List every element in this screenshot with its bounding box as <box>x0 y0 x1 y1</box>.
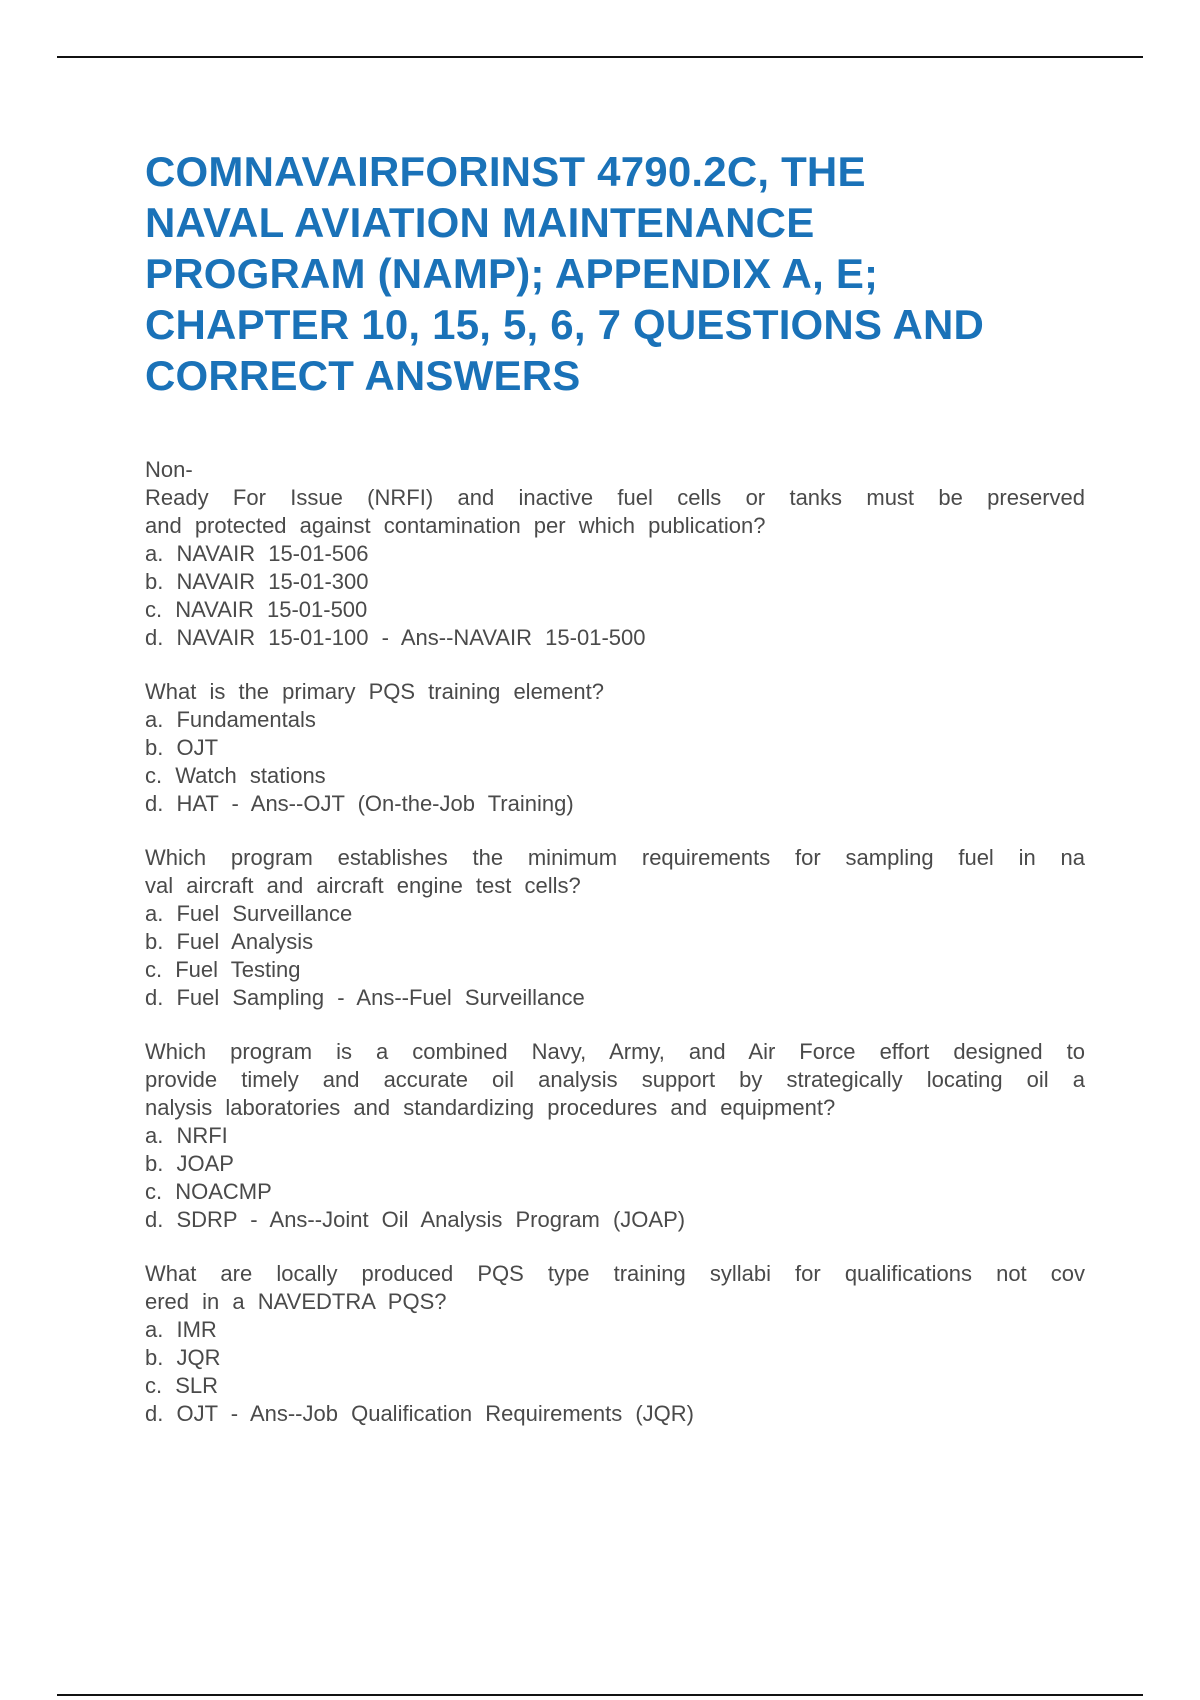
question-text-line: nalysis laboratories and standardizing procedures and equipment? <box>145 1095 836 1120</box>
question-block <box>145 1038 1085 1234</box>
question-block <box>145 844 1085 1012</box>
answer-option: a. Fuel Surveillance <box>145 901 353 926</box>
answer-option-with-answer: d. NAVAIR 15-01-100 - Ans--NAVAIR 15-01-500 <box>145 625 646 650</box>
question-text-line: What are locally produced PQS type training syllabi for qualifications not cov <box>145 1261 1085 1286</box>
answer-option: c. NOACMP <box>145 1179 272 1204</box>
question-text-line: Which program is a combined Navy, Army, and Air Force effort designed to <box>145 1039 1085 1064</box>
answer-option: b. Fuel Analysis <box>145 929 314 954</box>
answer-option-with-answer: d. HAT - Ans--OJT (On-the-Job Training) <box>145 791 574 816</box>
title-line: NAVAL AVIATION MAINTENANCE <box>145 199 815 246</box>
answer-option: a. NAVAIR 15-01-506 <box>145 541 369 566</box>
answer-option-with-answer: d. OJT - Ans--Job Qualification Requirements (JQR) <box>145 1401 694 1426</box>
answer-option-with-answer: d. SDRP - Ans--Joint Oil Analysis Program (JOAP) <box>145 1207 686 1232</box>
answer-option: c. NAVAIR 15-01-500 <box>145 597 368 622</box>
question-text-line: Which program establishes the minimum requirements for sampling fuel in na <box>145 845 1085 870</box>
title-line: PROGRAM (NAMP); APPENDIX A, E; <box>145 250 879 297</box>
answer-option: b. JOAP <box>145 1151 234 1176</box>
document-title <box>145 146 1105 401</box>
answer-option: a. IMR <box>145 1317 217 1342</box>
answer-option: b. JQR <box>145 1345 221 1370</box>
title-line: CORRECT ANSWERS <box>145 352 581 399</box>
question-text-line: Non- <box>145 457 193 482</box>
answer-option: c. Watch stations <box>145 763 326 788</box>
bottom-rule <box>57 1694 1143 1696</box>
answer-option-with-answer: d. Fuel Sampling - Ans--Fuel Surveillance <box>145 985 585 1010</box>
question-text-line: val aircraft and aircraft engine test cells? <box>145 873 581 898</box>
question-text-line: Ready For Issue (NRFI) and inactive fuel cells or tanks must be preserved <box>145 485 1085 510</box>
answer-option: c. Fuel Testing <box>145 957 301 982</box>
question-block <box>145 678 1085 818</box>
question-text-line: What is the primary PQS training element? <box>145 679 604 704</box>
question-text-line: ered in a NAVEDTRA PQS? <box>145 1289 447 1314</box>
question-text-line: provide timely and accurate oil analysis support by strategically locating oil a <box>145 1067 1085 1092</box>
question-list <box>145 456 1085 1454</box>
top-rule <box>57 56 1143 58</box>
answer-option: b. OJT <box>145 735 219 760</box>
answer-option: a. NRFI <box>145 1123 228 1148</box>
question-block <box>145 1260 1085 1428</box>
question-text-line: and protected against contamination per which publication? <box>145 513 766 538</box>
answer-option: a. Fundamentals <box>145 707 316 732</box>
title-line: CHAPTER 10, 15, 5, 6, 7 QUESTIONS AND <box>145 301 985 348</box>
answer-option: c. SLR <box>145 1373 219 1398</box>
question-block <box>145 456 1085 652</box>
title-line: COMNAVAIRFORINST 4790.2C, THE <box>145 148 866 195</box>
answer-option: b. NAVAIR 15-01-300 <box>145 569 369 594</box>
